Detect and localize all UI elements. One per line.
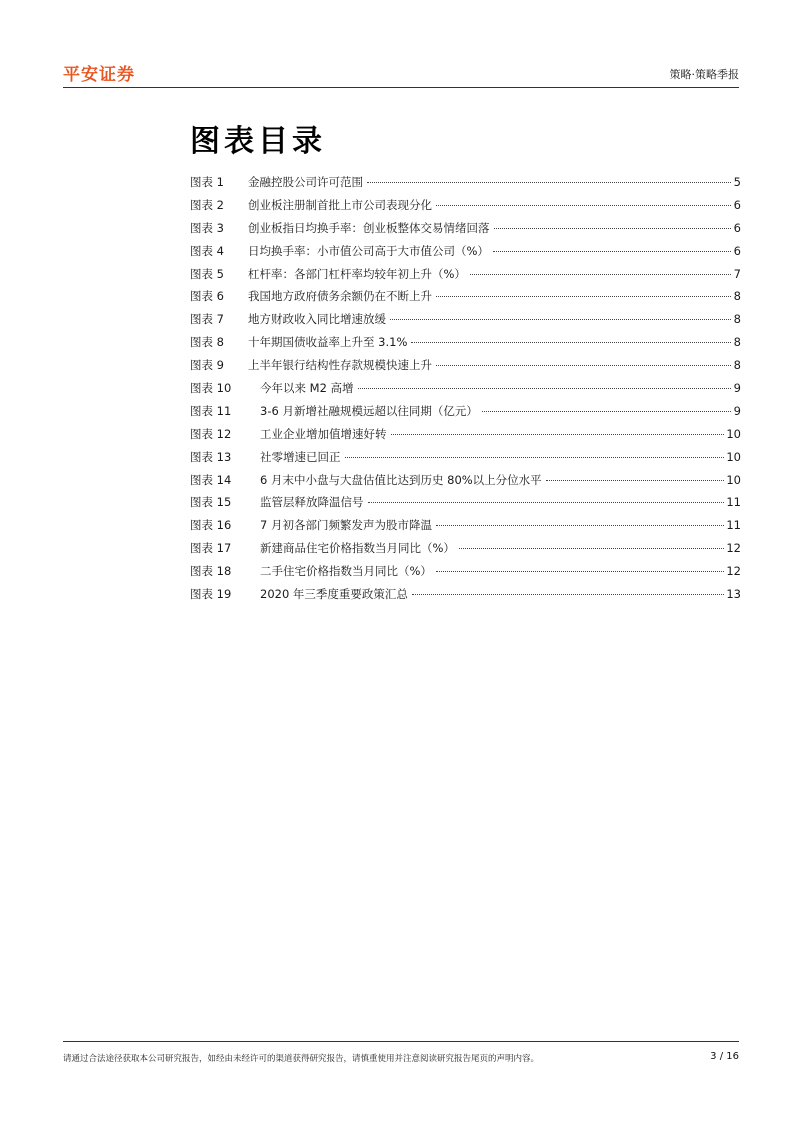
- toc-entry-label: 图表 13: [190, 449, 232, 464]
- toc-leader-dots: [358, 388, 731, 389]
- toc-entry-title: 7 月初各部门频繁发声为股市降温: [260, 518, 432, 533]
- toc-leader-dots: [367, 182, 731, 183]
- toc-entry[interactable]: [190, 288, 741, 311]
- company-logo: 平安证券: [63, 65, 135, 85]
- toc-entry-title: 上半年银行结构性存款规模快速上升: [248, 358, 432, 373]
- toc-entry-page: 6: [733, 243, 741, 258]
- toc-entry[interactable]: [190, 403, 741, 426]
- toc-entry-page: 8: [733, 289, 741, 304]
- toc-entry-title: 2020 年三季度重要政策汇总: [260, 587, 408, 602]
- header-divider: [63, 87, 739, 88]
- toc-leader-dots: [436, 571, 724, 572]
- toc-entry-page: 10: [726, 426, 741, 441]
- toc-entry-title: 地方财政收入同比增速放缓: [248, 312, 386, 327]
- page-header: [63, 58, 739, 88]
- toc-entry-title: 我国地方政府债务余额仍在不断上升: [248, 289, 432, 304]
- toc-entry-title: 日均换手率：小市值公司高于大市值公司（%）: [248, 243, 489, 258]
- toc-entry[interactable]: [190, 243, 741, 266]
- toc-entry[interactable]: [190, 174, 741, 197]
- toc-leader-dots: [412, 594, 724, 595]
- toc-entry-page: 12: [726, 541, 741, 556]
- toc-entry-title: 监管层释放降温信号: [260, 495, 364, 510]
- toc-entry-label: 图表 15: [190, 495, 232, 510]
- toc-entry[interactable]: [190, 357, 741, 380]
- toc-entry-title: 创业板注册制首批上市公司表现分化: [248, 197, 432, 212]
- toc-entry-label: 图表 5: [190, 266, 224, 281]
- footer-divider: [63, 1041, 739, 1042]
- toc-entry-title: 创业板指日均换手率：创业板整体交易情绪回落: [248, 220, 490, 235]
- toc-entry-label: 图表 14: [190, 472, 232, 487]
- toc-entry[interactable]: [190, 449, 741, 472]
- toc-entry-label: 图表 19: [190, 587, 232, 602]
- toc-leader-dots: [368, 502, 725, 503]
- toc-entry[interactable]: [190, 197, 741, 220]
- toc-entry[interactable]: [190, 426, 741, 449]
- toc-entry-page: 6: [733, 220, 741, 235]
- toc-entry-label: 图表 8: [190, 335, 224, 350]
- toc-entry-title: 二手住宅价格指数当月同比（%）: [260, 564, 432, 579]
- toc-entry-page: 10: [726, 449, 741, 464]
- toc-entry[interactable]: [190, 334, 741, 357]
- toc-leader-dots: [391, 434, 725, 435]
- toc-entry-page: 8: [733, 312, 741, 327]
- toc-leader-dots: [345, 457, 725, 458]
- toc-entry-label: 图表 1: [190, 175, 224, 189]
- toc-entry[interactable]: [190, 517, 741, 540]
- toc-entry-label: 图表 17: [190, 541, 232, 556]
- toc-entry-title: 金融控股公司许可范围: [248, 175, 363, 189]
- toc-leader-dots: [482, 411, 731, 412]
- toc-leader-dots: [493, 251, 731, 252]
- toc-entry[interactable]: [190, 540, 741, 563]
- toc-entry-page: 9: [733, 381, 741, 396]
- toc-leader-dots: [390, 319, 731, 320]
- toc-entry-page: 5: [733, 175, 741, 189]
- toc-leader-dots: [494, 228, 732, 229]
- toc-entry[interactable]: [190, 472, 741, 495]
- footer-disclaimer: 请通过合法途径获取本公司研究报告，如经由未经许可的渠道获得研究报告，请慎重使用并注意阅读研究报告尾页的声明内容。: [63, 1054, 540, 1064]
- toc-entry-page: 8: [733, 358, 741, 373]
- toc-entry-label: 图表 10: [190, 381, 232, 396]
- toc-leader-dots: [436, 205, 731, 206]
- toc-leader-dots: [436, 296, 731, 297]
- toc-entry-page: 12: [726, 564, 741, 579]
- toc-entry-label: 图表 3: [190, 220, 224, 235]
- toc-leader-dots: [459, 548, 724, 549]
- toc-entry-title: 社零增速已回正: [260, 449, 341, 464]
- toc-entry-title: 杠杆率：各部门杠杆率均较年初上升（%）: [248, 266, 466, 281]
- table-of-figures: [190, 174, 741, 609]
- toc-entry-label: 图表 6: [190, 289, 224, 304]
- toc-entry-label: 图表 9: [190, 358, 224, 373]
- toc-leader-dots: [470, 274, 731, 275]
- toc-entry-label: 图表 18: [190, 564, 232, 579]
- toc-entry-label: 图表 7: [190, 312, 224, 327]
- toc-entry-page: 8: [733, 335, 741, 350]
- toc-entry-page: 11: [726, 518, 741, 533]
- toc-entry-label: 图表 4: [190, 243, 224, 258]
- page-title: 图表目录: [190, 124, 326, 159]
- toc-leader-dots: [436, 365, 731, 366]
- toc-entry-title: 今年以来 M2 高增: [260, 381, 354, 396]
- toc-entry-label: 图表 11: [190, 403, 232, 418]
- toc-entry-title: 工业企业增加值增速好转: [260, 426, 387, 441]
- toc-entry[interactable]: [190, 220, 741, 243]
- toc-entry-label: 图表 2: [190, 197, 224, 212]
- toc-entry-page: 10: [726, 472, 741, 487]
- report-type: 策略·策略季报: [669, 68, 739, 81]
- toc-entry[interactable]: [190, 494, 741, 517]
- toc-entry-page: 7: [733, 266, 741, 281]
- page-number: 3 / 16: [710, 1051, 739, 1062]
- toc-leader-dots: [546, 480, 725, 481]
- toc-entry-page: 6: [733, 197, 741, 212]
- toc-entry-label: 图表 16: [190, 518, 232, 533]
- toc-entry[interactable]: [190, 563, 741, 586]
- toc-entry[interactable]: [190, 311, 741, 334]
- toc-entry-label: 图表 12: [190, 426, 232, 441]
- toc-entry-title: 十年期国债收益率上升至 3.1%: [248, 335, 408, 350]
- toc-entry[interactable]: [190, 586, 741, 609]
- toc-leader-dots: [411, 342, 731, 343]
- toc-entry-title: 3-6 月新增社融规模远超以往同期（亿元）: [260, 403, 478, 418]
- toc-entry-page: 13: [726, 587, 741, 602]
- toc-entry-title: 新建商品住宅价格指数当月同比（%）: [260, 541, 455, 556]
- toc-entry-page: 9: [733, 403, 741, 418]
- toc-entry[interactable]: [190, 266, 741, 289]
- toc-entry-page: 11: [726, 495, 741, 510]
- toc-entry[interactable]: [190, 380, 741, 403]
- toc-leader-dots: [436, 525, 724, 526]
- toc-entry-title: 6 月末中小盘与大盘估值比达到历史 80%以上分位水平: [260, 472, 542, 487]
